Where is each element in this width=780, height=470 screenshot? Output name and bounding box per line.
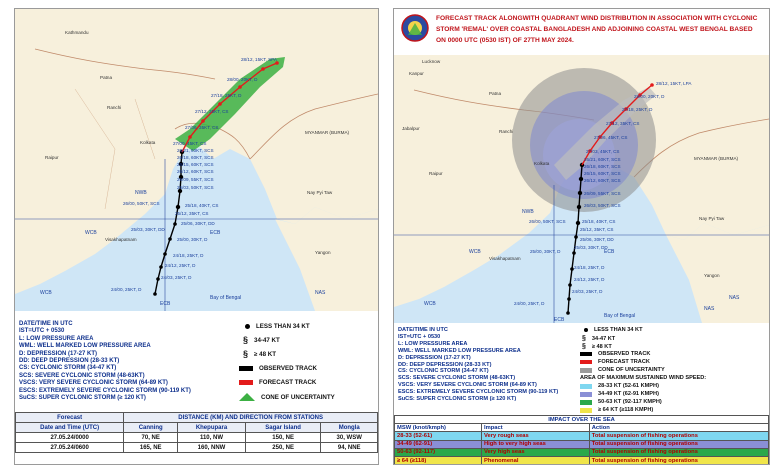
place-bay-of-bengal: Bay of Bengal [604, 313, 636, 319]
table-cell: 250, NE [245, 443, 321, 453]
legend-line: SuCS: SUPER CYCLONIC STORM (≥ 120 KT) [19, 395, 146, 402]
place-nay-pyi-taw: Nay Pyi Taw [307, 190, 333, 195]
track-label: 24/18, 25KT, D [173, 253, 204, 258]
track-label: 27/06, 35KT, CS [185, 125, 219, 130]
place-yangon: Yangon [704, 273, 720, 278]
place-kolkata: Kolkata [140, 140, 156, 145]
track-label: 24/18, 25KT, D [574, 265, 605, 270]
legend-line: CS: CYCLONIC STORM (34-47 KT) [398, 368, 489, 375]
place-kolkata: Kolkata [534, 161, 550, 166]
cyclone-filled-icon: § [582, 343, 586, 350]
track-label: 25/00, 30KT, D [177, 237, 208, 242]
track-label: 25/12, 35KT, CS [580, 227, 614, 232]
distance-table [15, 412, 378, 453]
dist-subheader: Date and Time (UTC) [16, 423, 124, 433]
region-ecb-2: ECB [160, 301, 171, 307]
legend-line: IST=UTC + 0530 [19, 328, 65, 335]
wind-swatch [580, 384, 592, 389]
wind-swatch [580, 408, 592, 413]
legend-symbol-label: CONE OF UNCERTAINTY [261, 393, 335, 401]
legend-line: VSCS: VERY SEVERE CYCLONIC STORM (64-89 KT) [19, 380, 168, 387]
legend-line: L: LOW PRESSURE AREA [398, 340, 468, 347]
wind-swatch [580, 392, 592, 397]
track-label: 25/03, 30KT, DD [574, 245, 608, 250]
legend-symbol-label: ≥ 64 KT (≥118 KMPH) [598, 407, 654, 413]
cyclone-open-icon: § [243, 335, 249, 345]
legend-line: SCS: SEVERE CYCLONIC STORM (48-63KT) [19, 372, 145, 379]
track-label: 25/06, 30KT, DD [181, 221, 215, 226]
forecast-track-swatch [239, 380, 253, 385]
region-wcb: WCB [85, 230, 97, 236]
table-cell: 150, NE [245, 433, 321, 443]
track-label: 27/06, 45KT, CS [594, 135, 628, 140]
track-label: 28/12, 15KT, SPA [241, 57, 277, 62]
table-cell: 110, NW [178, 433, 246, 443]
place-ranchi: Ranchi [499, 129, 514, 134]
track-label: 26/15, 60KT, SCS [584, 171, 621, 176]
legend-symbol-label: 34-47 KT [254, 336, 280, 344]
table-cell: 27.05.24/0000 [16, 433, 124, 443]
table-cell: 50-63 (92-117) [395, 448, 482, 456]
place-myanmar: MYANMAR (BURMA) [694, 156, 739, 161]
place-yangon: Yangon [315, 250, 331, 255]
track-label: 27/12, 35KT, CS [195, 109, 229, 114]
dist-header-khepupara: Khepupara [178, 423, 246, 433]
legend-line: WML: WELL MARKED LOW PRESSURE AREA [19, 343, 151, 350]
right-panel [393, 8, 770, 465]
legend-line: SuCS: SUPER CYCLONIC STORM (≥ 120 KT) [398, 396, 517, 403]
table-cell: Total suspension of fishing operations [589, 456, 768, 464]
place-patna: Patna [100, 75, 113, 80]
wind-swatch [580, 400, 592, 405]
legend-line: ESCS: EXTREMELY SEVERE CYCLONIC STORM (90-119 KT) [19, 387, 191, 394]
track-label: 26/12, 60KT, SCS [584, 178, 621, 183]
legend-symbol-label: CONE OF UNCERTAINTY [598, 367, 665, 373]
table-cell: High to very high seas [481, 440, 589, 448]
table-cell: 28-33 (52-61) [395, 432, 482, 440]
place-ranchi: Ranchi [107, 105, 122, 110]
table-cell: Total suspension of fishing operations [589, 432, 768, 440]
track-label: 26/21, 60KT, SCS [177, 148, 214, 153]
legend-line: SCS: SEVERE CYCLONIC STORM (48-63KT) [398, 375, 516, 382]
track-label: 27/12, 35KT, CS [606, 121, 640, 126]
impact-header: Action [589, 424, 768, 432]
table-cell: 70, NE [124, 433, 178, 443]
legend-line: DATE/TIME IN UTC [19, 321, 73, 327]
legend-line: WML: WELL MARKED LOW PRESSURE AREA [398, 347, 521, 354]
cyclone-filled-icon: § [243, 349, 249, 359]
right-map [394, 55, 769, 323]
track-label: 27/18, 25KT, D [211, 93, 242, 98]
place-nay-pyi-taw: Nay Pyi Taw [699, 216, 725, 221]
table-cell: 34-49 (62-91) [395, 440, 482, 448]
legend-symbol-label: OBSERVED TRACK [598, 351, 651, 357]
left-legend-text [19, 321, 191, 402]
region-wcb-2: WCB [424, 301, 436, 307]
observed-track-swatch [239, 366, 253, 371]
legend-line: CS: CYCLONIC STORM (34-47 KT) [19, 365, 117, 372]
place-raipur: Raipur [45, 155, 59, 160]
table-cell: ≥ 64 (≥118) [395, 456, 482, 464]
region-wcb-2: WCB [40, 290, 52, 296]
track-label: 24/00, 25KT, D [514, 301, 545, 306]
track-label: 25/03, 30KT, DD [131, 227, 165, 232]
table-cell: 94, NNE [321, 443, 378, 453]
legend-symbol-label: FORECAST TRACK [598, 359, 650, 365]
legend-line: DATE/TIME IN UTC [398, 327, 448, 333]
legend-line: L: LOW PRESSURE AREA [19, 335, 94, 342]
impact-title: IMPACT OVER THE SEA [395, 416, 769, 424]
table-cell: 27.05.24/0600 [16, 443, 124, 453]
dist-header-sagar: Sagar Island [245, 423, 321, 433]
table-cell: Very high seas [481, 448, 589, 456]
region-nwb: NWB [522, 209, 534, 215]
place-bay-of-bengal: Bay of Bengal [210, 295, 242, 301]
legend-line: IST=UTC + 0530 [398, 333, 441, 340]
track-label: 28/00, 20KT, D [634, 94, 665, 99]
legend-line: D: DEPRESSION (17-27 KT) [398, 354, 471, 361]
legend-symbol-label: OBSERVED TRACK [259, 365, 317, 372]
track-label: 25/18, 40KT, CS [185, 203, 219, 208]
legend-symbol-label: 34-49 KT (62-91 KMPH) [598, 391, 659, 397]
legend-symbol-label: LESS THAN 34 KT [594, 327, 643, 333]
table-row [16, 433, 378, 443]
track-label: 26/15, 60KT, SCS [177, 162, 214, 167]
observed-track-swatch [580, 352, 592, 356]
legend-symbol-label: 34-47 KT [591, 335, 616, 342]
track-label: 27/00, 45KT, CS [173, 141, 207, 146]
place-visakhapatnam: Visakhapatnam [489, 256, 521, 261]
track-label: 28/12, 15KT, LPA [656, 81, 692, 86]
region-nas-2: NAS [729, 295, 740, 301]
legend-line: D: DEPRESSION (17-27 KT) [19, 350, 98, 357]
legend-line: ESCS: EXTREMELY SEVERE CYCLONIC STORM (90-119 KT) [398, 389, 559, 396]
track-label: 25/00, 30KT, D [530, 249, 561, 254]
track-label: 26/03, 50KT, SCS [584, 203, 621, 208]
forecast-track-swatch [580, 360, 592, 364]
table-row [16, 443, 378, 453]
wind-legend-title: AREA OF MAXIMUM SUSTAINED WIND SPEED: [580, 375, 707, 381]
track-label: 24/12, 25KT, D [165, 263, 196, 268]
track-label: 26/00, 50KT, SCS [123, 201, 160, 206]
legend-line: DD: DEEP DEPRESSION (28-33 KT) [398, 361, 492, 368]
place-kathmandu: Kathmandu [65, 30, 89, 35]
dist-header-mongla: Mongla [321, 423, 378, 433]
impact-table [394, 415, 769, 465]
track-label: 26/09, 55KT, SCS [177, 177, 214, 182]
track-label: 26/00, 50KT, SCS [529, 219, 566, 224]
track-label: 24/00, 25KT, D [111, 287, 142, 292]
cone-swatch [580, 368, 592, 373]
right-legend-text [398, 327, 558, 403]
right-title: FORECAST TRACK ALONGWITH QUADRANT WIND DISTRIBUTION IN ASSOCIATION WITH CYCLONIC STORM 'REMAL' OVER COASTAL BANGLADESH AND ADJOINING COASTAL WEST BENGAL BASED ON 0000 UTC (0530 IST) OF 27TH MAY 2024. [436, 15, 758, 44]
track-label: 24/03, 25KT, D [572, 289, 603, 294]
track-label: 26/09, 55KT, SCS [584, 191, 621, 196]
dist-header-forecast: Forecast [16, 413, 124, 423]
legend-symbol-label: ≥ 48 KT [591, 343, 612, 350]
table-row [395, 456, 769, 464]
table-cell: Very rough seas [481, 432, 589, 440]
track-label: 27/18, 25KT, D [622, 107, 653, 112]
track-label: 25/12, 35KT, CS [175, 211, 209, 216]
region-ecb: ECB [210, 230, 221, 236]
track-label: 27/03, 45KT, CS [586, 149, 620, 154]
table-cell: 165, NE [124, 443, 178, 453]
track-label: 26/18, 60KT, SCS [177, 155, 214, 160]
region-nwb: NWB [135, 190, 147, 196]
legend-line: VSCS: VERY SEVERE CYCLONIC STORM (64-89 KT) [398, 382, 537, 389]
cyclone-open-icon: § [582, 335, 586, 342]
dist-title: DISTANCE (KM) AND DIRECTION FROM STATIONS [124, 413, 378, 423]
track-label: 26/21, 60KT, SCS [584, 157, 621, 162]
table-row [395, 448, 769, 456]
region-ecb: ECB [604, 249, 615, 255]
cone-swatch [239, 393, 255, 401]
place-visakhapatnam: Visakhapatnam [105, 237, 137, 242]
imd-logo [400, 13, 430, 43]
track-label: 26/03, 50KT, SCS [177, 185, 214, 190]
region-nas: NAS [315, 290, 326, 296]
dot-icon [245, 324, 250, 329]
region-wcb: WCB [469, 249, 481, 255]
table-cell: Phenomenal [481, 456, 589, 464]
track-label: 24/12, 25KT, D [574, 277, 605, 282]
track-label: 26/18, 60KT, SCS [584, 164, 621, 169]
place-kanpur: Kanpur [409, 71, 424, 76]
track-label: 25/06, 30KT, DD [580, 237, 614, 242]
place-jabalpur: Jabalpur [402, 126, 420, 131]
legend-symbol-label: ≥ 48 KT [254, 350, 276, 358]
impact-header: MSW (knot/kmph) [395, 424, 482, 432]
table-row [395, 440, 769, 448]
legend-line: DD: DEEP DEPRESSION (28-33 KT) [19, 358, 120, 365]
table-cell: 30, WSW [321, 433, 378, 443]
region-nas: NAS [704, 306, 715, 312]
track-label: 28/00, 20KT, D [227, 77, 258, 82]
dist-header-canning: Canning [124, 423, 178, 433]
place-lucknow: Lucknow [422, 59, 441, 64]
place-raipur: Raipur [429, 171, 443, 176]
track-label: 24/03, 25KT, D [161, 275, 192, 280]
legend-symbol-label: LESS THAN 34 KT [256, 323, 310, 330]
table-row [395, 432, 769, 440]
left-panel [14, 8, 379, 465]
legend-symbol-label: 28-33 KT (52-61 KMPH) [598, 383, 659, 389]
place-myanmar: MYANMAR (BURMA) [305, 130, 350, 135]
dot-icon [584, 328, 588, 332]
left-map [15, 9, 378, 311]
table-cell: 160, NNW [178, 443, 246, 453]
region-ecb-2: ECB [554, 317, 565, 323]
impact-header: Impact [481, 424, 589, 432]
legend-symbol-label: FORECAST TRACK [259, 379, 317, 386]
table-cell: Total suspension of fishing operations [589, 440, 768, 448]
legend-symbol-label: 50-63 KT (92-117 KMPH) [598, 399, 662, 405]
place-patna: Patna [489, 91, 502, 96]
track-label: 25/18, 40KT, CS [582, 219, 616, 224]
table-cell: Total suspension of fishing operations [589, 448, 768, 456]
track-label: 26/12, 60KT, SCS [177, 169, 214, 174]
